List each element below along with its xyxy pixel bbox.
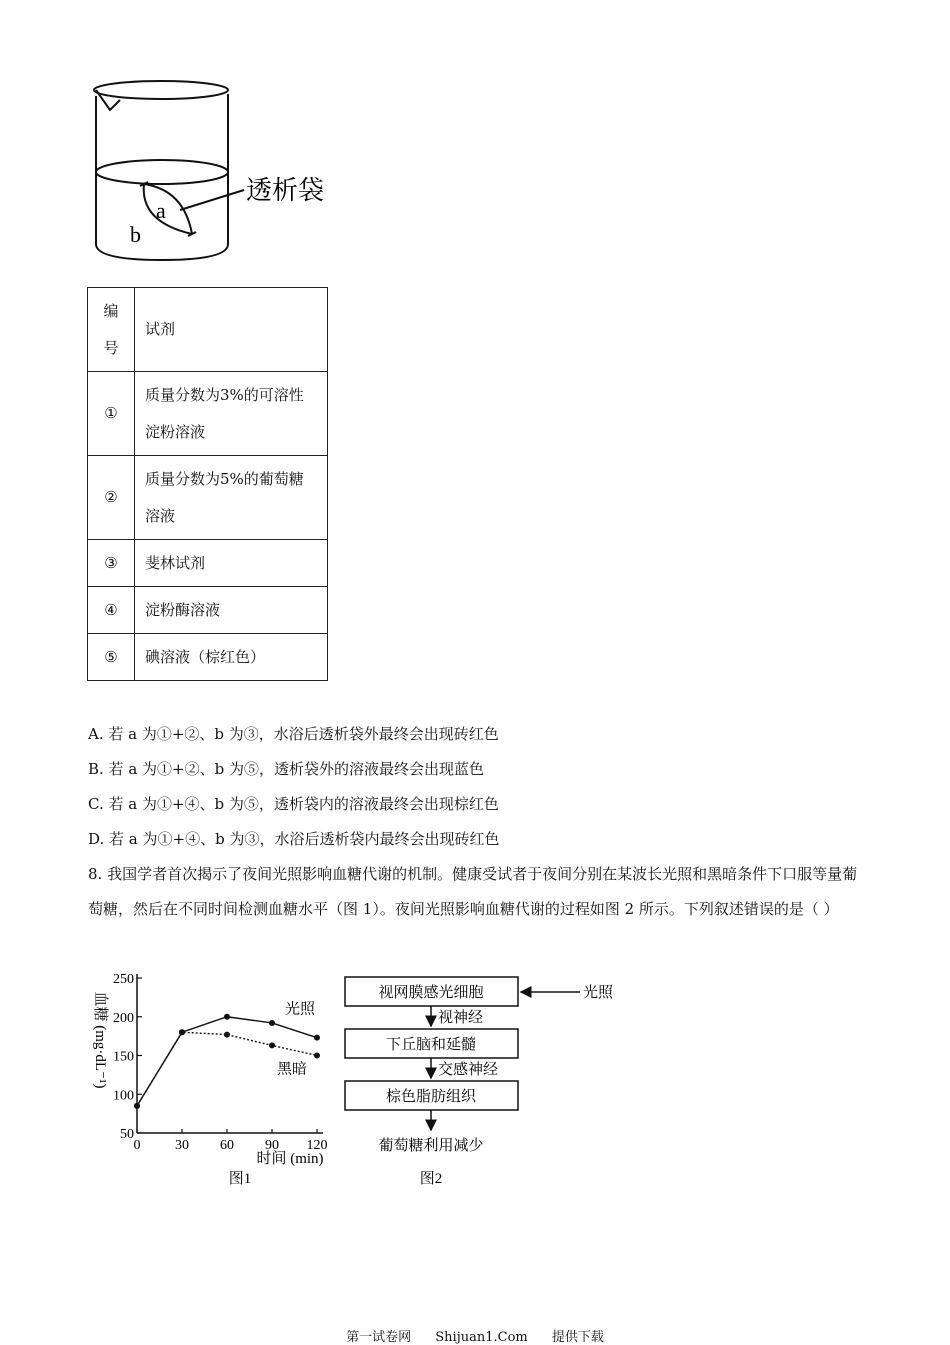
series-label: 黑暗 xyxy=(276,1060,307,1078)
box-brown-fat-label: 棕色脂肪组织 xyxy=(385,1088,477,1105)
y-tick-label: 250 xyxy=(113,972,134,987)
optic-nerve-label: 视神经 xyxy=(438,1009,484,1026)
data-point xyxy=(314,1035,320,1041)
data-point xyxy=(224,1032,230,1038)
y-tick-label: 150 xyxy=(113,1049,134,1065)
x-tick-label: 0 xyxy=(133,1138,141,1153)
series-label: 光照 xyxy=(284,1000,315,1018)
header-num: 编号 xyxy=(88,288,135,372)
data-point xyxy=(269,1020,275,1026)
row-num: ⑤ xyxy=(88,634,135,681)
row-num: ④ xyxy=(88,587,135,634)
blood-glucose-chart xyxy=(82,965,342,1195)
figure-2-caption: 图2 xyxy=(419,1171,443,1187)
row-name: 淀粉酶溶液 xyxy=(135,587,328,634)
x-axis-label: 时间 (min) xyxy=(256,1151,324,1167)
data-point xyxy=(134,1103,140,1109)
y-tick-label: 200 xyxy=(113,1010,134,1026)
x-tick-label: 30 xyxy=(175,1138,189,1153)
data-point xyxy=(224,1014,230,1020)
row-name: 斐林试剂 xyxy=(135,540,328,587)
row-num: ③ xyxy=(88,540,135,587)
option-d: D. 若 a 为①+④、b 为③，水浴后透析袋内最终会出现砖红色 xyxy=(88,830,500,848)
option-a: A. 若 a 为①+②、b 为③，水浴后透析袋外最终会出现砖红色 xyxy=(88,725,499,743)
table-row xyxy=(88,540,328,587)
row-name: 质量分数为5%的葡萄糖溶液 xyxy=(135,456,328,540)
footer-note: 提供下载 xyxy=(551,1330,604,1345)
table-row xyxy=(88,456,328,540)
reagent-table xyxy=(87,287,328,681)
table-row xyxy=(88,372,328,456)
y-tick-label: 100 xyxy=(113,1088,134,1104)
bag-label: 透析袋 xyxy=(246,175,325,205)
header-name: 试剂 xyxy=(135,288,328,372)
label-a: a xyxy=(156,198,166,223)
x-tick-label: 60 xyxy=(220,1138,234,1153)
footer-site: 第一试卷网 xyxy=(346,1330,412,1345)
y-axis-label: 血糖 (mg·dL⁻¹) xyxy=(92,991,108,1089)
option-b: B. 若 a 为①+②、b 为⑤，透析袋外的溶液最终会出现蓝色 xyxy=(88,760,484,778)
footer-url: Shijuan1.Com xyxy=(435,1330,528,1345)
chart-axes xyxy=(137,974,323,1133)
box-hypothalamus-label: 下丘脑和延髓 xyxy=(385,1036,477,1053)
pathway-diagram xyxy=(340,965,614,1195)
sympathetic-nerve-label: 交感神经 xyxy=(438,1061,499,1078)
table-row xyxy=(88,587,328,634)
question-8: 8. 我国学者首次揭示了夜间光照影响血糖代谢的机制。健康受试者于夜间分别在某波长光照和黑暗条件下口服等量葡萄糖，然后在不同时间检测血糖水平（图 1）。夜间光照影响血糖代谢的过程如图 2 所示。下列叙述错误的是（ ） xyxy=(88,865,858,918)
x-tick-label: 120 xyxy=(306,1138,328,1153)
figure-1-caption: 图1 xyxy=(228,1171,252,1187)
table-header-row xyxy=(88,288,328,372)
row-name: 质量分数为3%的可溶性淀粉溶液 xyxy=(135,372,328,456)
option-c: C. 若 a 为①+④、b 为⑤，透析袋内的溶液最终会出现棕红色 xyxy=(88,795,499,813)
table-row xyxy=(88,634,328,681)
light-input-label: 光照 xyxy=(583,984,614,1001)
row-name: 碘溶液（棕红色） xyxy=(135,634,328,681)
box-retina-label: 视网膜感光细胞 xyxy=(378,984,484,1001)
footer xyxy=(0,1326,950,1345)
data-point xyxy=(314,1053,320,1059)
data-point xyxy=(179,1029,185,1035)
beaker-figure xyxy=(88,72,348,272)
x-tick-label: 90 xyxy=(265,1138,279,1153)
data-point xyxy=(269,1042,275,1048)
chart-series xyxy=(134,1001,320,1109)
row-num: ② xyxy=(88,456,135,540)
row-num: ① xyxy=(88,372,135,456)
y-tick-label: 50 xyxy=(120,1127,134,1142)
output-label: 葡萄糖利用减少 xyxy=(378,1137,484,1154)
label-b: b xyxy=(130,222,141,247)
